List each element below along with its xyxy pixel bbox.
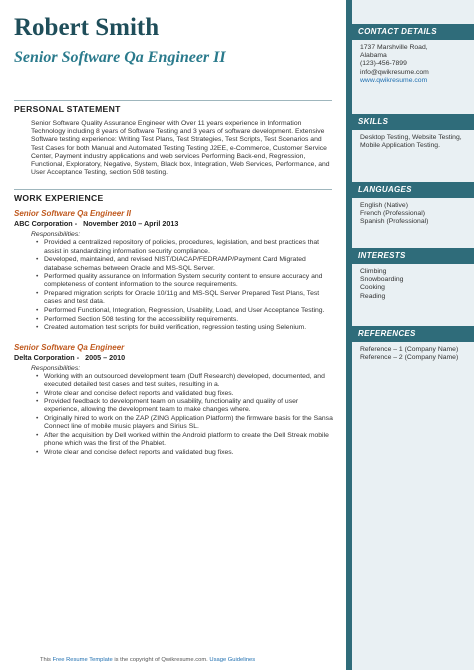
job-dates: 2005 – 2010 [85, 352, 126, 362]
skills-heading: SKILLS [352, 114, 474, 130]
interests-section [352, 248, 474, 301]
references-list [352, 342, 474, 362]
contact-section [352, 24, 474, 85]
job-title: Senior Software Qa Engineer [14, 342, 125, 352]
references-section [352, 326, 474, 362]
list-item: Climbing [360, 268, 387, 275]
footer [40, 657, 255, 663]
website-link[interactable]: www.qwikresume.com [360, 76, 428, 84]
address-line: 1737 Marshville Road, [360, 44, 428, 51]
job-company-line [14, 219, 332, 228]
responsibility-list [14, 373, 334, 458]
languages-section [352, 182, 474, 227]
job-company: Delta Corporation - [14, 352, 80, 362]
interests-heading: INTERESTS [352, 248, 474, 264]
list-item: • Prepared migration scripts for Oracle 10/11g and MS-SQL Server Prepared Test Plans, Test cases and test data. [44, 290, 334, 306]
references-heading: REFERENCES [352, 326, 474, 342]
list-item: Cooking [360, 284, 385, 292]
job-company-line [14, 353, 332, 362]
main-column [14, 100, 332, 458]
sidebar [346, 0, 474, 670]
free-resume-template-link[interactable]: Free Resume Template [52, 657, 113, 663]
personal-statement-heading: PERSONAL STATEMENT [14, 100, 332, 114]
languages-list [352, 198, 474, 227]
list-item: • Wrote clear and concise defect reports and validated bug fixes. [44, 390, 334, 398]
contact-heading: CONTACT DETAILS [352, 24, 474, 40]
candidate-name: Robert Smith [14, 14, 160, 41]
list-item: Reading [360, 292, 386, 300]
list-item: • Performed quality assurance on Information System security content to ensure accuracy and completeness of content information to the source requirements. [44, 273, 334, 289]
list-item: • After the acquisition by Dell worked within the Android platform to create the Dell Streak mobile phone which was the first of the Phablet. [44, 432, 334, 448]
list-item: • Provided feedback to development team on usability, functionality and quality of user experience, allowing the development team to make changes where. [44, 398, 334, 414]
list-item: English (Native) [360, 202, 408, 209]
email-link[interactable]: info@qwikresume.com [360, 68, 429, 76]
interests-list [352, 264, 474, 301]
list-item: • Developed, maintained, and revised NIST/DIACAP/FEDRAMP/Payment Card Migrated database schemas between Oracle and MS-SQL Server. [44, 256, 334, 272]
personal-statement-text: Senior Software Quality Assurance Engineer with Over 11 years experience in Information Technology including 8 years of Software Testing and 3 years of software development. Extensive Software testing experience: Writing Test Plans, Test Strategies, Test Scripts, Test Scenarios and Test Cases for both Manual and Automated Testing Testing J2EE, e-Commerce, Customer Service Center, Payment industry applications and web services Performing Back-end, Regression, Functional, Exploratory, Negative, System, Black box, Integration, Web Services, Performance, and User Acceptance Testing, section 508 testing. [31, 120, 330, 177]
list-item: Reference – 1 (Company Name) [360, 346, 459, 353]
responsibility-list [14, 239, 334, 332]
list-item: • Created automation test scripts for build verification, regression testing using Selenium. [44, 324, 334, 332]
address-line: Alabama [360, 52, 387, 60]
list-item: • Working with an outsourced development team (Duff Research) developed, documented, and executed detailed test cases and test suites, resulting in a. [44, 373, 334, 389]
skills-text: Desktop Testing, Website Testing, Mobile Application Testing. [360, 134, 462, 150]
job-company: ABC Corporation - [14, 219, 78, 229]
list-item: • Originally hired to work on the ZAP (ZING Application Platform) the firmware basis for the Sansa Connect line of mobile music players and Sirius SL. [44, 415, 334, 431]
footer-text: is the copyright of Qwikresume.com. [114, 657, 208, 663]
job-entry [14, 209, 332, 332]
job-dates: November 2010 – April 2013 [83, 219, 179, 229]
list-item: • Performed Functional, Integration, Regression, Usability, Load, and User Acceptance Testing. [44, 307, 334, 315]
work-experience-heading: WORK EXPERIENCE [14, 189, 332, 203]
list-item: • Wrote clear and concise defect reports and validated bug fixes. [44, 449, 334, 457]
list-item: Spanish (Professional) [360, 218, 429, 226]
skills-section [352, 114, 474, 150]
phone-number: (123)-456-7899 [360, 60, 407, 68]
contact-body [352, 40, 474, 85]
list-item: French (Professional) [360, 210, 425, 218]
list-item: • Performed Section 508 testing for the accessibility requirements. [44, 316, 334, 324]
responsibilities-label: Responsibilities: [31, 364, 81, 372]
job-title: Senior Software Qa Engineer II [14, 209, 131, 219]
responsibilities-label: Responsibilities: [31, 231, 81, 239]
footer-text: This [40, 657, 51, 663]
job-entry [14, 343, 332, 458]
list-item: • Provided a centralized repository of policies, procedures, legislation, and best practices that assist in standardizing information security compliance. [44, 239, 334, 255]
list-item: Snowboarding [360, 276, 404, 284]
candidate-role: Senior Software Qa Engineer II [14, 49, 226, 66]
list-item: Reference – 2 (Company Name) [360, 354, 459, 362]
usage-guidelines-link[interactable]: Usage Guidelines [209, 657, 256, 663]
languages-heading: LANGUAGES [352, 182, 474, 198]
